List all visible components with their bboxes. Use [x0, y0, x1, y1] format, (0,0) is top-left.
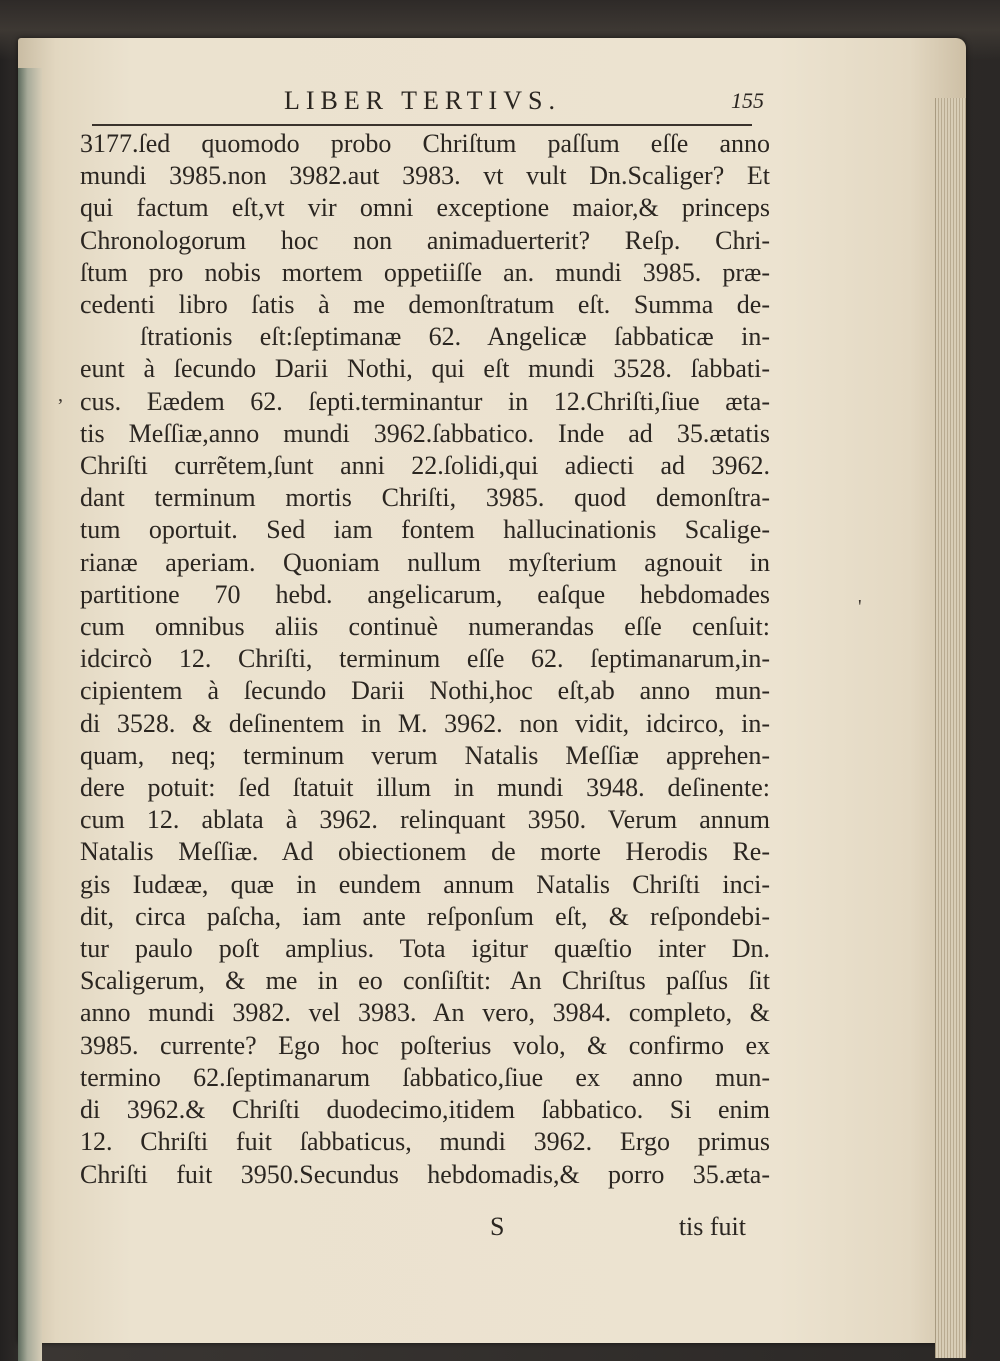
text-line: Chriſti currẽtem,ſunt anni 22.ſolidi,qui adiecti ad 3962. — [80, 451, 770, 481]
text-line: gis Iudææ, quæ in eundem annum Natalis Chriſti inci- — [80, 869, 770, 899]
text-line: partitione 70 hebd. angelicarum, eaſque hebdomades — [80, 579, 770, 609]
text-line: cedenti libro ſatis à me demonſtratum eſt. Summa de- — [80, 290, 770, 320]
text-line: 12. Chriſti fuit ſabbaticus, mundi 3962. Ergo primus — [80, 1127, 770, 1157]
text-line: cipientem à ſecundo Darii Nothi,hoc eſt,ab anno mun- — [80, 676, 770, 706]
text-line: di 3528. & deſinentem in M. 3962. non vidit, idcirco, in- — [80, 708, 770, 738]
text-line: di 3962.& Chriſti duodecimo,itidem ſabbatico. Si enim — [80, 1095, 770, 1125]
running-head: LIBER TERTIVS. — [284, 86, 561, 115]
text-line: tur paulo poſt amplius. Tota igitur quæſtio inter Dn. — [80, 934, 770, 964]
text-line: tis Meſſiæ,anno mundi 3962.ſabbatico. Inde ad 35.ætatis — [80, 418, 770, 448]
page-footer — [80, 1212, 770, 1252]
text-line: ſtum pro nobis mortem oppetiiſſe an. mundi 3985. præ- — [80, 257, 770, 287]
text-line: termino 62.ſeptimanarum ſabbatico,ſiue ex anno mun- — [80, 1062, 770, 1092]
main-text — [80, 128, 770, 1191]
text-line: dere potuit: ſed ſtatuit illum in mundi 3948. deſinente: — [80, 773, 770, 803]
page-header — [84, 86, 764, 126]
page-number: 155 — [731, 88, 764, 113]
page-stack-edge — [935, 98, 966, 1358]
text-line: dant terminum mortis Chriſti, 3985. quod demonſtra- — [80, 483, 770, 513]
margin-dot: ' — [858, 596, 862, 618]
text-line: eunt à ſecundo Darii Nothi, qui eſt mundi 3528. ſabbati- — [80, 354, 770, 384]
text-line: rianæ aperiam. Quoniam nullum myſterium agnouit in — [80, 547, 770, 577]
text-line: Chronologorum hoc non animaduerterit? Reſp. Chri- — [80, 225, 770, 255]
binding-edge — [18, 68, 42, 1361]
catchword: tis fuit — [678, 1212, 746, 1241]
text-line: 3177.ſed quomodo probo Chriſtum paſſum eſſe anno — [80, 129, 770, 158]
header-rule — [92, 124, 752, 126]
text-line: Scaligerum, & me in eo conſiſtit: An Chriſtus paſſus ſit — [80, 966, 770, 996]
text-line: ſtrationis eſt:ſeptimanæ 62. Angelicæ ſabbaticæ in- — [140, 322, 770, 352]
text-line: cus. Eædem 62. ſepti.terminantur in 12.Chriſti,ſiue æta- — [80, 386, 770, 416]
text-line: quam, neq; terminum verum Natalis Meſſiæ apprehen- — [80, 740, 770, 770]
margin-dot: , — [58, 384, 63, 406]
text-line: cum 12. ablata à 3962. relinquant 3950. Verum annum — [80, 805, 770, 835]
text-line: 3985. currente? Ego hoc poſterius volo, & confirmo ex — [80, 1030, 770, 1060]
text-line: dit, circa paſcha, iam ante reſponſum eſt, & reſpondebi- — [80, 901, 770, 931]
text-line: cum omnibus aliis continuè numerandas eſſe cenſuit: — [80, 612, 770, 642]
text-line: Chriſti fuit 3950.Secundus hebdomadis,& porro 35.æta- — [80, 1159, 770, 1189]
text-line: Natalis Meſſiæ. Ad obiectionem de morte Herodis Re- — [80, 837, 770, 867]
text-line: mundi 3985.non 3982.aut 3983. vt vult Dn.Scaliger? Et — [80, 161, 770, 191]
signature-mark: S — [490, 1212, 505, 1241]
text-line: anno mundi 3982. vel 3983. An vero, 3984. completo, & — [80, 998, 770, 1028]
text-line: tum oportuit. Sed iam fontem hallucinationis Scalige- — [80, 515, 770, 545]
text-line: qui factum eſt,vt vir omni exceptione maior,& princeps — [80, 193, 770, 223]
text-line: idcircò 12. Chriſti, terminum eſſe 62. ſeptimanarum,in- — [80, 644, 770, 674]
